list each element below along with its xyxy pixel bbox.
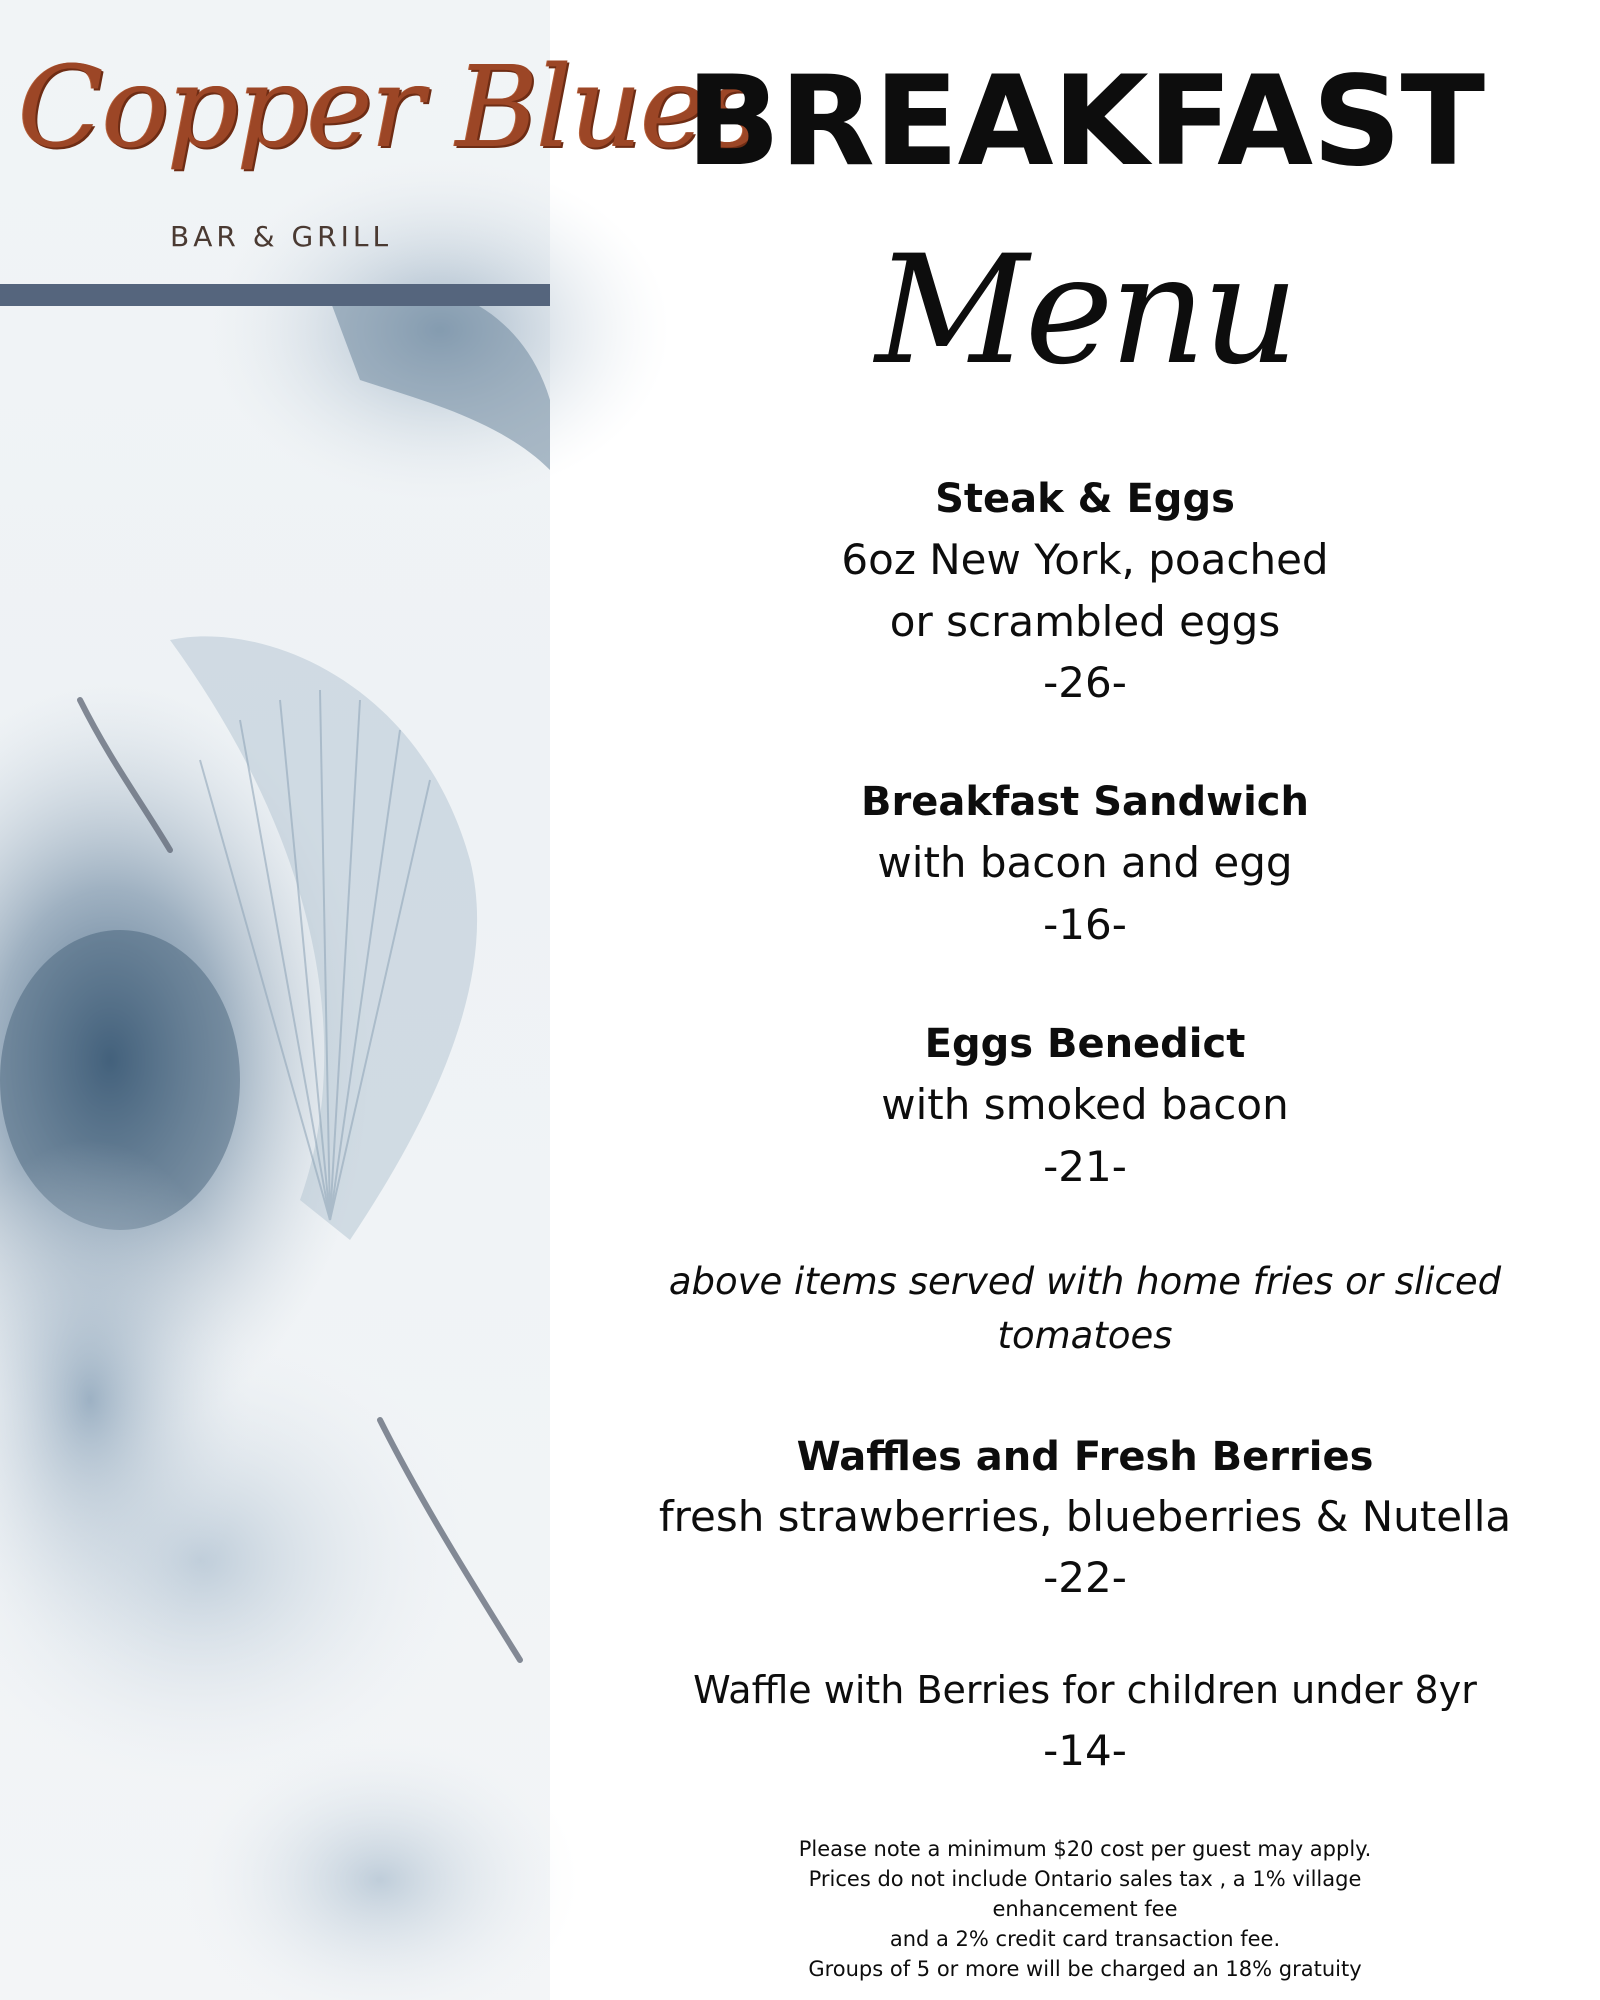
menu-item-description: with bacon and egg [877, 838, 1293, 887]
menu-subtitle: Menu [875, 224, 1295, 398]
menu-title: BREAKFAST [685, 50, 1485, 194]
menu-item-description: 6oz New York, poached [841, 535, 1329, 584]
menu-item-name: Eggs Benedict [924, 1021, 1246, 1067]
menu-item-description: or scrambled eggs [889, 597, 1281, 646]
menu-item-name: Steak & Eggs [935, 476, 1235, 522]
menu-item-price: -21- [1043, 1142, 1127, 1191]
logo-subtitle: BAR & GRILL [170, 220, 393, 253]
copper-blues-logo [18, 43, 760, 262]
menu-item-description: fresh strawberries, blueberries & Nutella [658, 1492, 1512, 1541]
menu-content [640, 0, 1540, 2000]
menu-item-price: -26- [1043, 658, 1127, 707]
sides-note: tomatoes [997, 1314, 1173, 1357]
fine-print-line: and a 2% credit card transaction fee. [889, 1927, 1281, 1951]
menu-item-price: -22- [1043, 1553, 1127, 1602]
header-divider-bar [0, 284, 550, 306]
menu-item-name: Waffles and Fresh Berries [796, 1434, 1374, 1480]
sides-note: above items served with home fries or sliced [668, 1260, 1502, 1303]
menu-item-description: with smoked bacon [881, 1080, 1289, 1129]
fine-print-line: Groups of 5 or more will be charged an 18% gratuity [808, 1957, 1362, 1981]
menu-item-name: Breakfast Sandwich [861, 779, 1309, 825]
fine-print-line: Prices do not include Ontario sales tax , a 1% village [808, 1867, 1362, 1891]
logo-script-text: Copper Blues [18, 43, 760, 173]
fine-print-line: enhancement fee [992, 1897, 1178, 1921]
menu-item-price: -16- [1043, 900, 1127, 949]
fine-print-line: Please note a minimum $20 cost per guest may apply. [798, 1837, 1372, 1861]
kids-waffle-price: -14- [1043, 1726, 1127, 1775]
kids-waffle-description: Waffle with Berries for children under 8yr [693, 1668, 1477, 1712]
watercolor-side-panel [0, 0, 760, 2000]
